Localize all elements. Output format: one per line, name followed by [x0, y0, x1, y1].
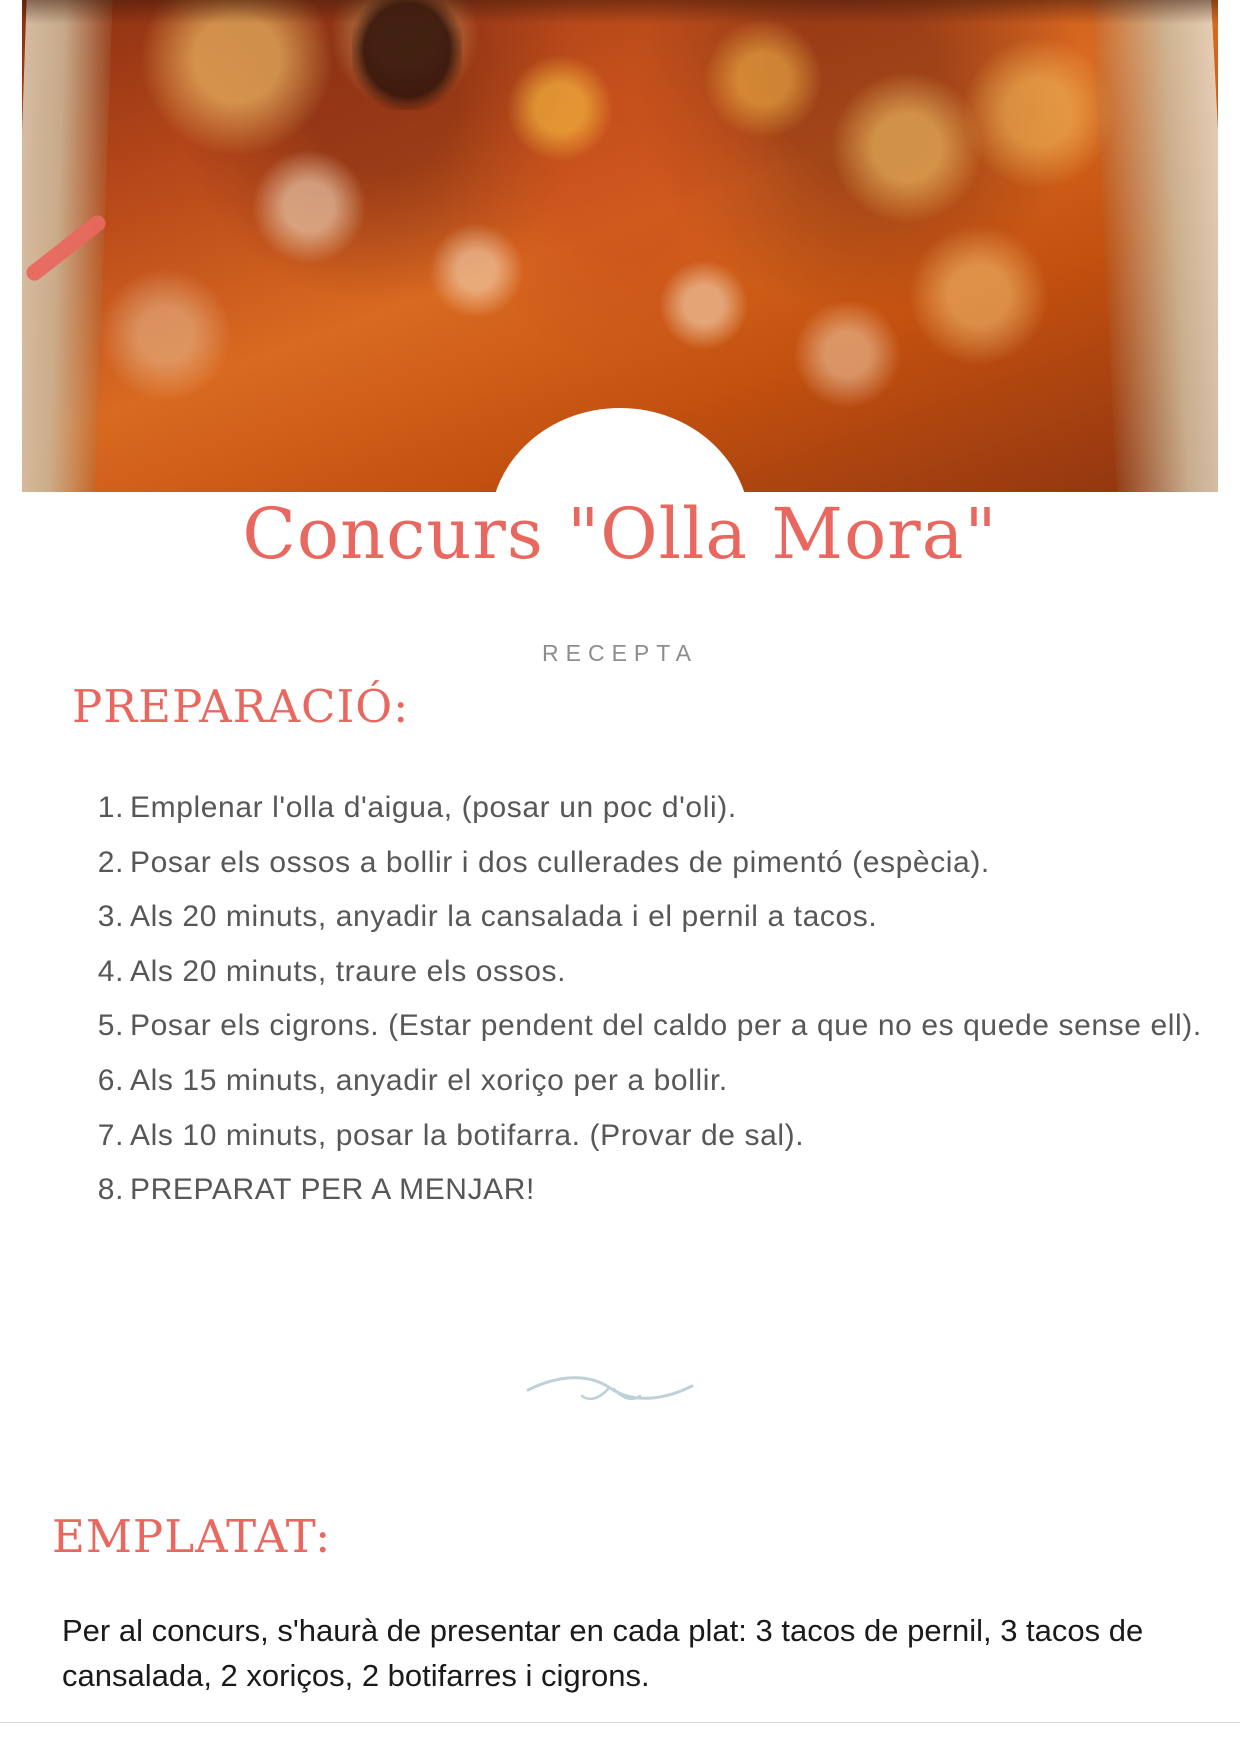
hero-notch-peak [607, 460, 633, 492]
list-item: Als 20 minuts, traure els ossos. [130, 954, 567, 988]
page-subtitle: RECEPTA [542, 640, 698, 666]
pot-rim-top [22, 0, 1218, 24]
preparation-heading: PREPARACIÓ: [72, 680, 410, 733]
list-item: Als 15 minuts, anyadir el xoriço per a bollir. [130, 1063, 728, 1097]
list-item: Als 20 minuts, anyadir la cansalada i el pernil a tacos. [130, 900, 878, 934]
list-item: Posar els ossos a bollir i dos cullerades de pimentó (espècia). [130, 845, 990, 879]
plating-heading: EMPLATAT: [52, 1510, 332, 1563]
list-item: Als 10 minuts, posar la botifarra. (Provar de sal). [130, 1118, 805, 1152]
preparation-steps-list [72, 784, 1220, 1221]
list-item: Emplenar l'olla d'aigua, (posar un poc d'oli). [130, 791, 737, 824]
list-item: Posar els cigrons. (Estar pendent del caldo per a que no es quede sense ell). [130, 1009, 1202, 1043]
plating-text: Per al concurs, s'haurà de presentar en cada plat: 3 tacos de pernil, 3 tacos de cansalada, 2 xoriços, 2 botifarres i cigrons. [62, 1613, 1144, 1693]
hero-image [22, 0, 1218, 492]
page-title: Concurs "Olla Mora" [242, 493, 998, 575]
bottom-divider [0, 1722, 1240, 1723]
flourish-divider-icon [520, 1372, 700, 1412]
list-item: PREPARAT PER A MENJAR! [130, 1173, 535, 1207]
